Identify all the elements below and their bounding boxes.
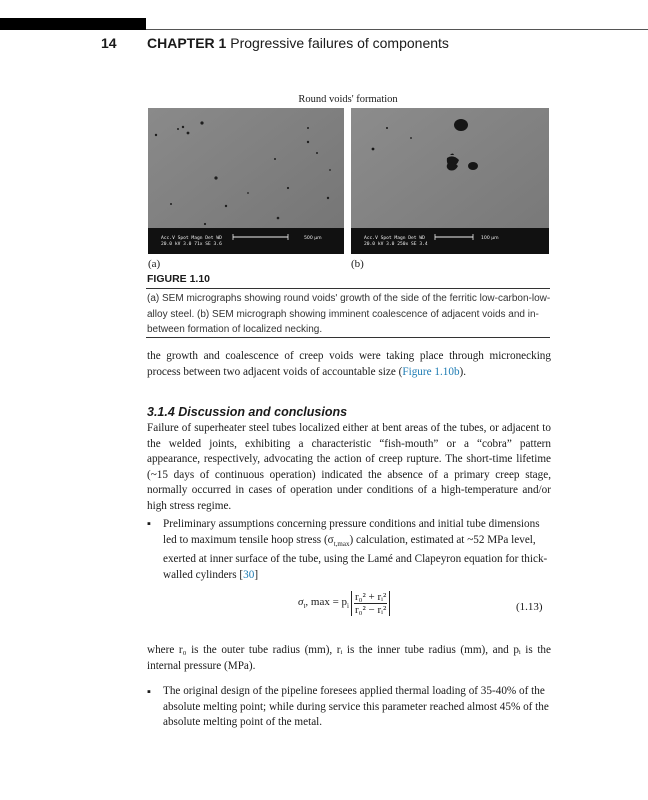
running-head (147, 35, 449, 51)
equation-number: (1.13) (516, 601, 543, 613)
page-number: 14 (101, 35, 117, 51)
figure-number: FIGURE 1.10 (147, 273, 211, 285)
databar-a (148, 228, 344, 254)
svg-text:Acc.V Spot Magn Det WD: Acc.V Spot Magn Det WD (161, 236, 222, 241)
chapter-title: Progressive failures of components (230, 35, 449, 51)
svg-text:100 µm: 100 µm (481, 236, 499, 241)
figure-reference-link[interactable]: Figure 1.10b (402, 365, 460, 378)
equation-fraction: r₀² + rᵢ² r₀² − rᵢ² (351, 591, 390, 616)
bullet-marker: ▪ (147, 518, 151, 530)
citation-link[interactable]: 30 (243, 568, 255, 581)
panel-label-b: (b) (351, 258, 364, 270)
caption-rule-top (146, 288, 550, 289)
figure-caption: (a) SEM micrographs showing round voids' growth of the side of the ferritic low-carbon-low-alloy steel. (b) SEM micrograph showing imminent coalescence of adjacent voids and in-between formation of localized necking. (147, 293, 551, 335)
svg-text:20.0 kV 3.0 250x SE 3.4: 20.0 kV 3.0 250x SE 3.4 (364, 242, 428, 247)
section-paragraph: Failure of superheater steel tubes localized either at bent areas of the tubes, or adjacent to the welded joints, exhibiting a characteristic “fish-mouth” or a “cobra” pattern appearance, respectively, advocating the action of creep rupture. The short-time lifetime (~15 days of continuous operation) indicated the absence of a primary creep stage, normally occurred in cases of operation under conditions of a high-temperature and/or high stress regime. (147, 422, 551, 512)
equation: $\sigma_t$, $\max = p_i$ r₀² + rᵢ² r₀² − rᵢ² (298, 591, 390, 616)
where-paragraph: where r₀ is the outer tube radius (mm), rᵢ is the inner tube radius (mm), and pᵢ is the internal pressure (MPa). (147, 644, 551, 672)
svg-text:20.0 kV 3.0 71x SE 3.6: 20.0 kV 3.0 71x SE 3.6 (161, 242, 222, 247)
header-bar (0, 18, 146, 30)
bullet-item: Preliminary assumptions concerning pressure conditions and initial tube dimensions led to maximum tensile hoop stress $(\sigma_{t,max})$ calculation, estimated at ~52 MPa level, exerted at inner surface of the tube, using the Lamé and Clapeyron equation for thick-walled cylinders [30] (163, 518, 548, 581)
micrograph-a (148, 108, 344, 254)
svg-text:500 µm: 500 µm (304, 236, 322, 241)
micrograph-b (351, 108, 549, 254)
caption-rule-bottom (146, 337, 550, 338)
bullet-marker: ▪ (147, 686, 151, 698)
databar-b (351, 228, 549, 254)
figure-title: Round voids' formation (298, 94, 398, 105)
header-rule (146, 29, 648, 30)
bullet-item: The original design of the pipeline foresees applied thermal loading of 35-40% of the absolute melting point; while during service this parameter reached almost 45% of the absolute melting point of the metal. (163, 685, 549, 728)
panel-label-a: (a) (148, 258, 161, 270)
svg-text:Acc.V Spot Magn Det WD: Acc.V Spot Magn Det WD (364, 236, 425, 241)
paragraph-continued: the growth and coalescence of creep voids were taking place through micronecking process between two adjacent voids of accountable size (Figure 1.10b). (147, 350, 551, 378)
chapter-label: CHAPTER 1 (147, 35, 227, 51)
section-heading: 3.1.4 Discussion and conclusions (147, 405, 348, 419)
